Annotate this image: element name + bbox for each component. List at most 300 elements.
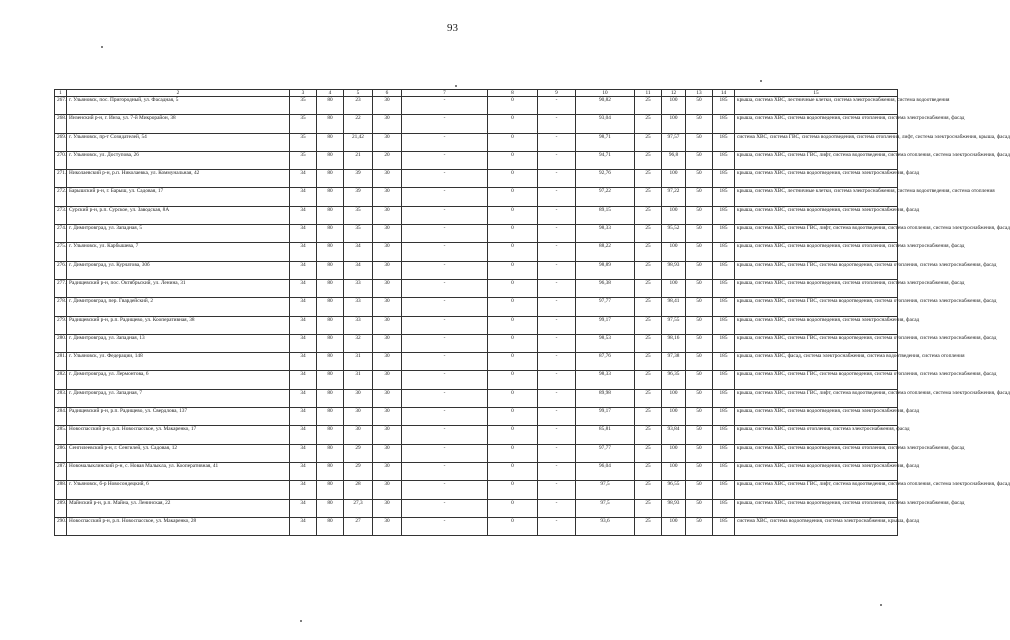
value-cell: -	[402, 499, 488, 517]
value-cell: 90,82	[576, 97, 635, 115]
value-cell: 96,38	[576, 279, 635, 297]
value-cell: 30	[373, 170, 402, 188]
value-cell: 20	[373, 151, 402, 169]
table-row	[55, 170, 898, 188]
value-cell: -	[402, 97, 488, 115]
value-cell: 50	[686, 115, 713, 133]
column-number: 6	[373, 90, 402, 97]
value-cell: 50	[686, 225, 713, 243]
works-cell: крыша, система ХВС, система водоотведения, система отопления, система электроснабжения, фасад	[735, 444, 898, 462]
works-cell: система ХВС, система ГВС, система водоотведения, система отопления, лифт, система электроснабжения, крыша, фасад	[735, 133, 898, 151]
value-cell: 97,77	[576, 298, 635, 316]
value-cell: 99,17	[576, 316, 635, 334]
value-cell: 97,55	[662, 316, 686, 334]
table-row	[55, 481, 898, 499]
value-cell: 34	[290, 371, 317, 389]
column-number: 4	[317, 90, 344, 97]
value-cell: 35	[344, 206, 373, 224]
table-row	[55, 225, 898, 243]
value-cell: -	[402, 225, 488, 243]
address-cell: Николаевский р-н, р.п. Николаевка, ул. Коммунальная, 42	[67, 170, 290, 188]
value-cell: 34	[290, 334, 317, 352]
value-cell: 89,98	[576, 389, 635, 407]
table-row	[55, 97, 898, 115]
value-cell: 87,76	[576, 353, 635, 371]
table-row	[55, 279, 898, 297]
row-number-cell: 277.	[55, 279, 67, 297]
value-cell: 185	[713, 353, 735, 371]
value-cell: 80	[317, 353, 344, 371]
row-number-cell: 288.	[55, 481, 67, 499]
table-row	[55, 298, 898, 316]
value-cell: 185	[713, 97, 735, 115]
value-cell: 50	[686, 151, 713, 169]
value-cell: 34	[290, 188, 317, 206]
works-cell: крыша, система ХВС, система водоотведения, система отопления, система электроснабжения, фасад	[735, 499, 898, 517]
value-cell: 96,55	[662, 481, 686, 499]
value-cell: 0	[488, 225, 538, 243]
value-cell: 25	[635, 389, 662, 407]
value-cell: -	[402, 151, 488, 169]
works-cell: крыша, система ХВС, система водоотведения, система отопления, система электроснабжения, фасад	[735, 243, 898, 261]
row-number-cell: 273.	[55, 206, 67, 224]
value-cell: -	[538, 334, 576, 352]
value-cell: -	[538, 371, 576, 389]
value-cell: 185	[713, 316, 735, 334]
value-cell: -	[538, 225, 576, 243]
address-cell: Новомалыклинский р-н, с. Новая Малыкла, ул. Кооперативная, 41	[67, 462, 290, 480]
works-cell: крыша, система ХВС, система ГВС, система водоотведения, система отопления, система электроснабжения, фасад	[735, 298, 898, 316]
address-cell: г. Димитровград, ул. Западная, 7	[67, 389, 290, 407]
works-cell: крыша, система ХВС, лестничные клетки, система электроснабжения, система водоотведения	[735, 97, 898, 115]
works-cell: крыша, система ХВС, система ГВС, лифт, система водоотведения, система отопления, система электроснабжения, фасад	[735, 151, 898, 169]
value-cell: 80	[317, 133, 344, 151]
value-cell: 50	[686, 97, 713, 115]
value-cell: 22	[344, 115, 373, 133]
address-cell: г. Ульяновск, ул. Федерации, 148	[67, 353, 290, 371]
value-cell: 30	[373, 426, 402, 444]
value-cell: 0	[488, 517, 538, 535]
value-cell: -	[538, 115, 576, 133]
value-cell: 25	[635, 261, 662, 279]
value-cell: -	[538, 261, 576, 279]
value-cell: 80	[317, 115, 344, 133]
value-cell: 35	[290, 97, 317, 115]
table-row	[55, 334, 898, 352]
value-cell: 100	[662, 279, 686, 297]
scan-speck	[300, 620, 302, 622]
value-cell: 185	[713, 170, 735, 188]
row-number-cell: 279.	[55, 316, 67, 334]
value-cell: 50	[686, 170, 713, 188]
table-row	[55, 115, 898, 133]
value-cell: 185	[713, 206, 735, 224]
value-cell: 96,04	[576, 462, 635, 480]
works-cell: крыша, система ХВС, система водоотведения, система электроснабжения, фасад	[735, 316, 898, 334]
value-cell: 0	[488, 334, 538, 352]
value-cell: -	[538, 408, 576, 426]
value-cell: 34	[290, 225, 317, 243]
value-cell: 25	[635, 371, 662, 389]
value-cell: -	[402, 389, 488, 407]
value-cell: 25	[635, 225, 662, 243]
address-cell: г. Ульяновск, б-р Новосондецкий, 6	[67, 481, 290, 499]
column-number: 3	[290, 90, 317, 97]
value-cell: 33	[344, 298, 373, 316]
value-cell: -	[538, 517, 576, 535]
value-cell: 0	[488, 206, 538, 224]
value-cell: 30	[373, 462, 402, 480]
row-number-cell: 276.	[55, 261, 67, 279]
value-cell: 32	[344, 334, 373, 352]
value-cell: 50	[686, 371, 713, 389]
address-cell: Сурский р-н, р.п. Сурское, ул. Заводская, 8А	[67, 206, 290, 224]
value-cell: 96,8	[662, 151, 686, 169]
value-cell: 95,52	[662, 225, 686, 243]
value-cell: 34	[290, 426, 317, 444]
value-cell: 30	[344, 408, 373, 426]
value-cell: -	[402, 133, 488, 151]
table-row	[55, 499, 898, 517]
value-cell: 93,84	[662, 426, 686, 444]
value-cell: -	[538, 462, 576, 480]
value-cell: 25	[635, 334, 662, 352]
value-cell: -	[402, 517, 488, 535]
row-number-cell: 274.	[55, 225, 67, 243]
value-cell: 25	[635, 243, 662, 261]
value-cell: 34	[290, 481, 317, 499]
column-number: 11	[635, 90, 662, 97]
value-cell: 50	[686, 353, 713, 371]
value-cell: 98,53	[576, 334, 635, 352]
value-cell: 97,22	[576, 188, 635, 206]
value-cell: 80	[317, 316, 344, 334]
value-cell: 34	[290, 298, 317, 316]
value-cell: -	[538, 151, 576, 169]
value-cell: -	[402, 279, 488, 297]
value-cell: 30	[373, 517, 402, 535]
address-cell: Радищевский р-н, р.п. Радищево, ул. Кооперативная, 38	[67, 316, 290, 334]
value-cell: -	[538, 206, 576, 224]
value-cell: -	[402, 298, 488, 316]
value-cell: 25	[635, 481, 662, 499]
value-cell: 185	[713, 499, 735, 517]
works-cell: крыша, система ХВС, система водоотведения, система отопления, система электроснабжения, фасад	[735, 279, 898, 297]
value-cell: 185	[713, 462, 735, 480]
value-cell: 185	[713, 151, 735, 169]
value-cell: 0	[488, 298, 538, 316]
works-cell: крыша, система ХВС, система ГВС, система водоотведения, система отопления, система электроснабжения, фасад	[735, 371, 898, 389]
value-cell: 185	[713, 188, 735, 206]
value-cell: 50	[686, 517, 713, 535]
address-cell: Барышский р-н, г. Барыш, ул. Садовая, 17	[67, 188, 290, 206]
value-cell: 25	[635, 499, 662, 517]
value-cell: 34	[290, 499, 317, 517]
works-cell: крыша, система ХВС, система водоотведения, система электроснабжения, фасад	[735, 170, 898, 188]
value-cell: 30	[373, 133, 402, 151]
table-row	[55, 444, 898, 462]
value-cell: 25	[635, 170, 662, 188]
column-number: 1	[55, 90, 67, 97]
address-cell: г. Димитровград, ул. Курчатова, 30б	[67, 261, 290, 279]
value-cell: 94,71	[576, 151, 635, 169]
value-cell: 185	[713, 389, 735, 407]
value-cell: -	[402, 206, 488, 224]
value-cell: 98,33	[576, 371, 635, 389]
value-cell: 30	[373, 481, 402, 499]
value-cell: 30	[373, 316, 402, 334]
value-cell: 34	[290, 444, 317, 462]
table-row	[55, 243, 898, 261]
value-cell: 25	[635, 462, 662, 480]
value-cell: 80	[317, 243, 344, 261]
value-cell: 80	[317, 444, 344, 462]
value-cell: 34	[344, 243, 373, 261]
column-number: 15	[735, 90, 898, 97]
value-cell: 97,77	[576, 444, 635, 462]
value-cell: 50	[686, 334, 713, 352]
value-cell: 50	[686, 462, 713, 480]
value-cell: 0	[488, 408, 538, 426]
value-cell: 98,71	[576, 133, 635, 151]
value-cell: 50	[686, 499, 713, 517]
value-cell: 0	[488, 170, 538, 188]
value-cell: 30	[373, 371, 402, 389]
value-cell: -	[402, 462, 488, 480]
table-row	[55, 133, 898, 151]
column-number: 13	[686, 90, 713, 97]
value-cell: 23	[344, 97, 373, 115]
table-row	[55, 206, 898, 224]
value-cell: 100	[662, 97, 686, 115]
value-cell: 100	[662, 243, 686, 261]
value-cell: 0	[488, 353, 538, 371]
column-number-row	[55, 90, 898, 97]
row-number-cell: 281.	[55, 353, 67, 371]
value-cell: 80	[317, 298, 344, 316]
table-row	[55, 188, 898, 206]
column-number: 14	[713, 90, 735, 97]
table-row	[55, 517, 898, 535]
value-cell: 50	[686, 426, 713, 444]
value-cell: -	[538, 97, 576, 115]
value-cell: 80	[317, 389, 344, 407]
address-cell: г. Димитровград, ул. Лермонтова, 6	[67, 371, 290, 389]
value-cell: 29	[344, 444, 373, 462]
value-cell: 98,93	[662, 499, 686, 517]
table-row	[55, 426, 898, 444]
value-cell: 80	[317, 334, 344, 352]
value-cell: 34	[290, 206, 317, 224]
value-cell: 25	[635, 97, 662, 115]
value-cell: 0	[488, 462, 538, 480]
value-cell: 99,17	[576, 408, 635, 426]
address-cell: Новоспасский р-н, р.п. Новоспасское, ул. Макаренко, 28	[67, 517, 290, 535]
value-cell: -	[402, 170, 488, 188]
value-cell: 30	[373, 225, 402, 243]
value-cell: 25	[635, 151, 662, 169]
value-cell: 0	[488, 316, 538, 334]
value-cell: 30	[373, 408, 402, 426]
value-cell: 100	[662, 206, 686, 224]
value-cell: 0	[488, 426, 538, 444]
address-cell: Сенгилеевский р-н, г. Сенгилей, ул. Садовая, 12	[67, 444, 290, 462]
column-number: 9	[538, 90, 576, 97]
value-cell: 0	[488, 371, 538, 389]
value-cell: 0	[488, 151, 538, 169]
value-cell: 50	[686, 188, 713, 206]
value-cell: -	[538, 389, 576, 407]
value-cell: 35	[290, 133, 317, 151]
value-cell: 89,15	[576, 206, 635, 224]
value-cell: 30	[373, 261, 402, 279]
value-cell: -	[538, 481, 576, 499]
table-row	[55, 151, 898, 169]
row-number-cell: 267.	[55, 97, 67, 115]
value-cell: 30	[373, 499, 402, 517]
table-row	[55, 389, 898, 407]
value-cell: 28	[344, 481, 373, 499]
value-cell: -	[538, 133, 576, 151]
column-number: 8	[488, 90, 538, 97]
value-cell: -	[538, 298, 576, 316]
value-cell: 100	[662, 389, 686, 407]
value-cell: 25	[635, 444, 662, 462]
value-cell: 50	[686, 316, 713, 334]
value-cell: 0	[488, 481, 538, 499]
scan-speck	[101, 46, 103, 48]
value-cell: 31	[344, 371, 373, 389]
value-cell: 0	[488, 261, 538, 279]
value-cell: 30	[373, 206, 402, 224]
table-row	[55, 371, 898, 389]
address-cell: Радищевский р-н, пос. Октябрьский, ул. Ленина, 31	[67, 279, 290, 297]
value-cell: 34	[290, 353, 317, 371]
value-cell: 93,04	[576, 115, 635, 133]
row-number-cell: 278.	[55, 298, 67, 316]
value-cell: 80	[317, 97, 344, 115]
value-cell: 30	[373, 188, 402, 206]
value-cell: 21	[344, 151, 373, 169]
value-cell: 97,5	[576, 499, 635, 517]
value-cell: 34	[290, 170, 317, 188]
works-cell: крыша, система ХВС, система водоотведения, система отопления, система электроснабжения, фасад	[735, 115, 898, 133]
value-cell: 185	[713, 444, 735, 462]
value-cell: 25	[635, 408, 662, 426]
value-cell: 30	[373, 243, 402, 261]
value-cell: 185	[713, 261, 735, 279]
value-cell: 185	[713, 371, 735, 389]
value-cell: 34	[344, 261, 373, 279]
column-number: 12	[662, 90, 686, 97]
value-cell: 27,3	[344, 499, 373, 517]
value-cell: 0	[488, 444, 538, 462]
row-number-cell: 270.	[55, 151, 67, 169]
value-cell: 0	[488, 188, 538, 206]
value-cell: -	[402, 261, 488, 279]
value-cell: 50	[686, 389, 713, 407]
value-cell: 80	[317, 170, 344, 188]
works-cell: крыша, система ХВС, система ГВС, лифт, система водоотведения, система отопления, система электроснабжения, фасад	[735, 389, 898, 407]
value-cell: 185	[713, 115, 735, 133]
table-row	[55, 408, 898, 426]
value-cell: 25	[635, 133, 662, 151]
value-cell: 0	[488, 133, 538, 151]
value-cell: 50	[686, 298, 713, 316]
row-number-cell: 286.	[55, 444, 67, 462]
row-number-cell: 289.	[55, 499, 67, 517]
value-cell: -	[402, 243, 488, 261]
address-cell: Инзенский р-н, г. Инза, ул. 7-й Микрорайон, 38	[67, 115, 290, 133]
address-cell: г. Ульяновск, пр-т Созидателей, 54	[67, 133, 290, 151]
row-number-cell: 282.	[55, 371, 67, 389]
value-cell: 33	[344, 316, 373, 334]
value-cell: 100	[662, 517, 686, 535]
value-cell: 50	[686, 206, 713, 224]
value-cell: -	[538, 279, 576, 297]
value-cell: 39	[344, 188, 373, 206]
value-cell: 30	[373, 279, 402, 297]
value-cell: 34	[290, 316, 317, 334]
address-cell: г. Димитровград, ул. Западная, 13	[67, 334, 290, 352]
value-cell: 50	[686, 481, 713, 499]
value-cell: -	[538, 444, 576, 462]
value-cell: 30	[373, 334, 402, 352]
value-cell: 185	[713, 481, 735, 499]
value-cell: 0	[488, 115, 538, 133]
value-cell: 185	[713, 334, 735, 352]
value-cell: 25	[635, 298, 662, 316]
value-cell: 98,16	[662, 334, 686, 352]
row-number-cell: 275.	[55, 243, 67, 261]
value-cell: 30	[344, 389, 373, 407]
value-cell: 185	[713, 426, 735, 444]
value-cell: 98,93	[662, 261, 686, 279]
value-cell: 97,5	[576, 481, 635, 499]
value-cell: 25	[635, 279, 662, 297]
value-cell: -	[402, 188, 488, 206]
works-cell: система ХВС, система водоотведения, система электроснабжения, крыша, фасад	[735, 517, 898, 535]
value-cell: -	[538, 188, 576, 206]
value-cell: 80	[317, 151, 344, 169]
column-number: 7	[402, 90, 488, 97]
value-cell: -	[538, 353, 576, 371]
address-cell: г. Ульяновск, ул. Карбышева, 7	[67, 243, 290, 261]
value-cell: -	[538, 170, 576, 188]
value-cell: 30	[373, 298, 402, 316]
table-row	[55, 316, 898, 334]
works-cell: крыша, система ХВС, система ГВС, лифт, система водоотведения, система отопления, система электроснабжения, фасад	[735, 481, 898, 499]
value-cell: 80	[317, 499, 344, 517]
works-cell: крыша, система ХВС, фасад, система электроснабжения, система водоотведения, система отопления	[735, 353, 898, 371]
value-cell: 31	[344, 353, 373, 371]
value-cell: 185	[713, 225, 735, 243]
address-cell: г. Димитровград, пер. Гвардейский, 2	[67, 298, 290, 316]
column-number: 10	[576, 90, 635, 97]
value-cell: 50	[686, 444, 713, 462]
value-cell: 97,22	[662, 188, 686, 206]
value-cell: -	[402, 481, 488, 499]
value-cell: -	[538, 426, 576, 444]
value-cell: 0	[488, 499, 538, 517]
value-cell: 50	[686, 408, 713, 426]
value-cell: 80	[317, 481, 344, 499]
value-cell: -	[402, 353, 488, 371]
value-cell: -	[402, 115, 488, 133]
value-cell: 30	[373, 97, 402, 115]
value-cell: 34	[290, 389, 317, 407]
value-cell: 100	[662, 462, 686, 480]
